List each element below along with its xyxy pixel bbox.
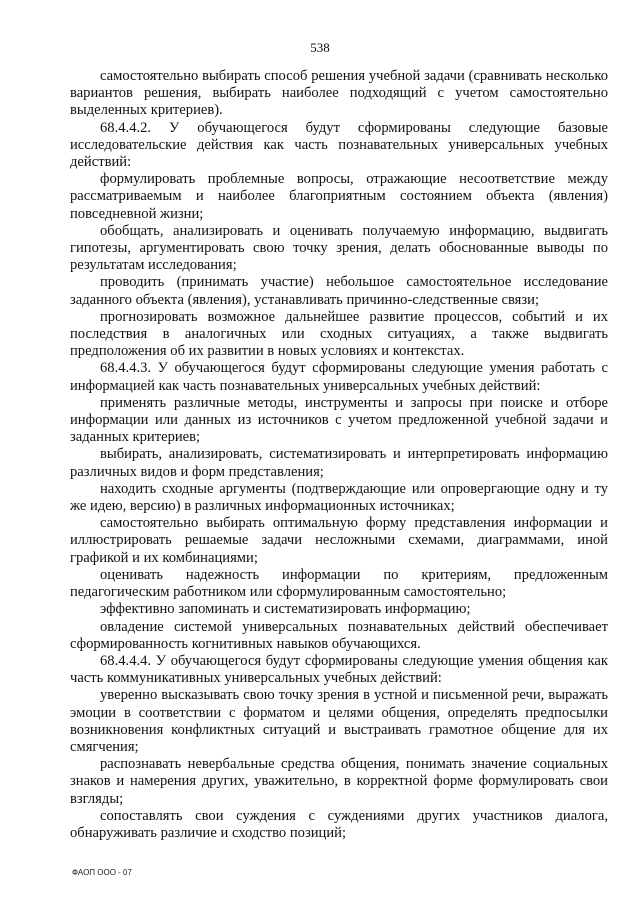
paragraph: прогнозировать возможное дальнейшее развитие процессов, событий и их последствия в аналогичных или сходных ситуациях, а также выдвигать предположения об их развитии в новых условиях и контекстах. — [70, 308, 608, 360]
paragraph: находить сходные аргументы (подтверждающие или опровергающие одну и ту же идею, версию) в различных информационных источниках; — [70, 480, 608, 515]
paragraph: 68.4.4.4. У обучающегося будут сформированы следующие умения общения как часть коммуникативных универсальных учебных действий: — [70, 652, 608, 687]
paragraph: эффективно запоминать и систематизировать информацию; — [100, 601, 471, 618]
paragraph: самостоятельно выбирать способ решения учебной задачи (сравнивать несколько вариантов решения, выбирать наиболее подходящий с учетом самостоятельно выделенных критериев). — [70, 68, 608, 119]
page-number: 538 — [310, 40, 330, 55]
paragraph: распознавать невербальные средства общения, понимать значение социальных знаков и намерения других, уважительно, в корректной форме формулировать свои взгляды; — [70, 756, 608, 807]
paragraph: обобщать, анализировать и оценивать получаемую информацию, выдвигать гипотезы, аргументировать свою точку зрения, делать обоснованные выводы по результатам исследования; — [70, 222, 608, 274]
paragraph: выбирать, анализировать, систематизировать и интерпретировать информацию различных видов и форм представления; — [70, 446, 608, 480]
paragraph: самостоятельно выбирать оптимальную форму представления информации и иллюстрировать решаемые задачи несложными схемами, диаграммами, иной графикой и их комбинациями; — [70, 515, 608, 566]
paragraph: 68.4.4.3. У обучающегося будут сформированы следующие умения работать с информацией как часть познавательных универсальных учебных действий: — [70, 360, 608, 394]
paragraph: применять различные методы, инструменты и запросы при поиске и отборе информации или данных из источников с учетом предложенной учебной задачи и заданных критериев; — [70, 394, 608, 446]
paragraph: уверенно высказывать свою точку зрения в устной и письменной речи, выражать эмоции в соответствии с форматом и целями общения, определять предпосылки возникновения конфликтных ситуаций и выстраивать грамотное общение для их смягчения; — [70, 687, 608, 755]
page-body — [70, 68, 608, 842]
paragraph: формулировать проблемные вопросы, отражающие несоответствие между рассматриваемым и наиболее благоприятным состоянием объекта (явления) повседневной жизни; — [70, 171, 608, 222]
paragraph: оценивать надежность информации по критериям, предложенным педагогическим работником или сформулированным самостоятельно; — [70, 566, 608, 601]
paragraph: проводить (принимать участие) небольшое самостоятельное исследование заданного объекта (явления), устанавливать причинно-следственные связи; — [70, 274, 608, 308]
paragraph: сопоставлять свои суждения с суждениями других участников диалога, обнаруживать различие и сходство позиций; — [70, 807, 608, 841]
paragraph: 68.4.4.2. У обучающегося будут сформированы следующие базовые исследовательские действия как часть познавательных универсальных учебных действий: — [70, 119, 608, 171]
paragraph: овладение системой универсальных познавательных действий обеспечивает сформированность когнитивных навыков обучающихся. — [70, 618, 608, 652]
page-footer: ФАОП ООО - 07 — [72, 868, 132, 877]
